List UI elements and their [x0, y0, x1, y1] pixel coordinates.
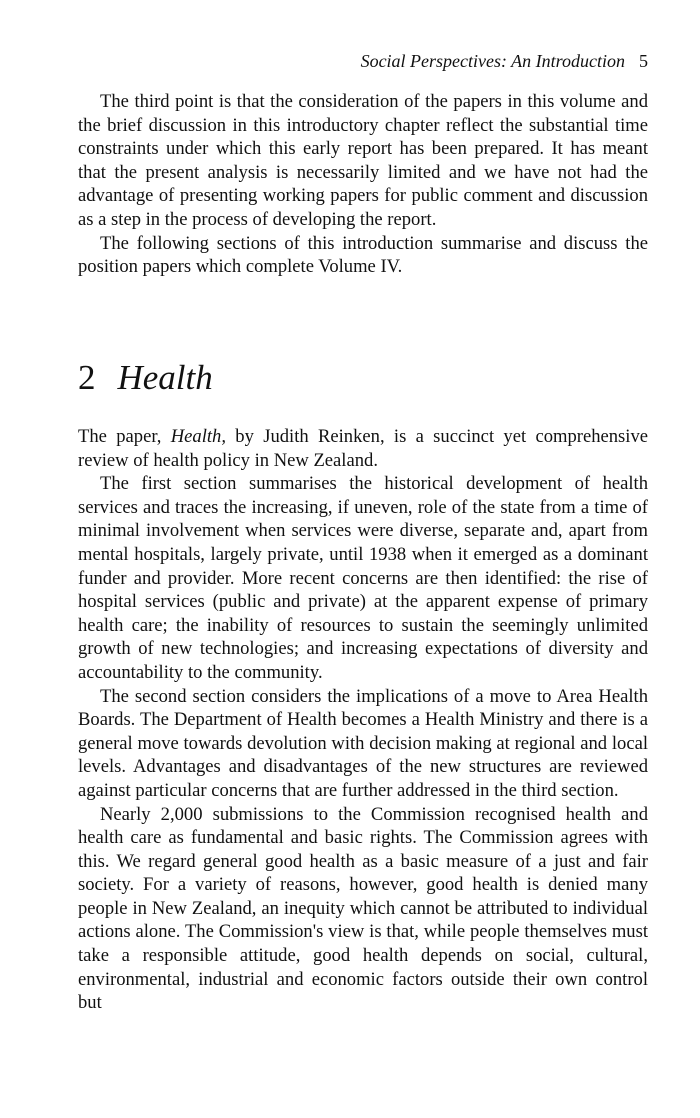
section-body	[78, 425, 648, 1015]
para1-lead: The paper,	[78, 426, 171, 447]
body-paragraph-2: The first section summarises the historical development of health services and traces the increasing, if uneven, role of the state from a time of minimal involvement when services were diverse, separate and, apart from mental hospitals, largely private, until 1938 when it emerged as a dominant funder and provider. More recent concerns are then identified: the rise of hospital services (public and private) at the apparent expense of primary health care; the inability of resources to sustain the seemingly unlimited growth of new technologies; and increasing expectations of diversity and accountability to the community.	[78, 473, 648, 683]
paper-title: Health,	[170, 426, 226, 447]
running-head	[78, 50, 648, 72]
body-paragraph-1	[78, 425, 648, 472]
section-heading	[78, 356, 213, 400]
section-title: Health	[117, 358, 213, 397]
running-title: Social Perspectives: An Introduction	[360, 51, 625, 71]
intro-text	[78, 90, 648, 279]
para1-rest: by Judith Reinken, is a succinct yet comprehensive review of health policy in New Zealand.	[78, 426, 648, 471]
intro-paragraph-1: The third point is that the consideration of the papers in this volume and the brief discussion in this introductory chapter reflect the substantial time constraints under which this early report has been prepared. It has meant that the present analysis is necessarily limited and we have not had the advantage of presenting working papers for public comment and discussion as a step in the process of developing the report.	[78, 91, 648, 230]
section-number: 2	[78, 358, 96, 397]
page-number: 5	[639, 51, 648, 71]
intro-paragraph-2: The following sections of this introduction summarise and discuss the position papers which complete Volume IV.	[78, 232, 648, 278]
body-paragraph-3: The second section considers the implications of a move to Area Health Boards. The Department of Health becomes a Health Ministry and there is a general move towards devolution with decision making at regional and local levels. Advantages and disadvantages of the new structures are reviewed against particular concerns that are further addressed in the third section.	[78, 685, 648, 801]
body-paragraph-4: Nearly 2,000 submissions to the Commission recognised health and health care as fundamental and basic rights. The Commission agrees with this. We regard general good health as a basic measure of a just and fair society. For a variety of reasons, however, good health is denied many people in New Zealand, an inequity which cannot be attributed to individual actions alone. The Commission's view is that, while people themselves must take a responsible attitude, good health depends on social, cultural, environmental, industrial and economic factors outside their own control but	[78, 803, 648, 1014]
